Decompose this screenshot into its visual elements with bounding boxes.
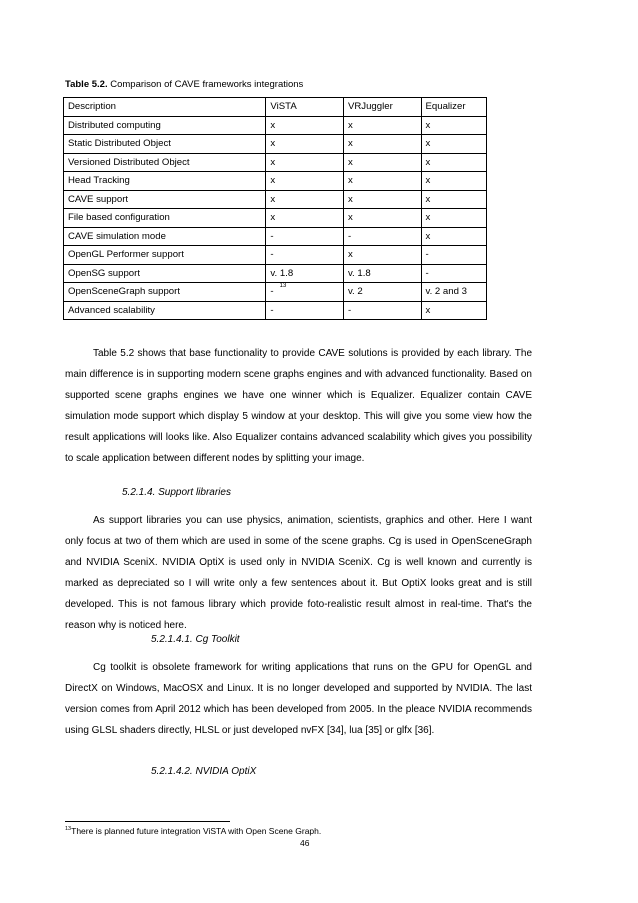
table-row: [64, 172, 487, 191]
table-cell: x: [343, 135, 421, 154]
table-cell: -: [266, 246, 344, 265]
table-row: [64, 301, 487, 320]
table-row: [64, 153, 487, 172]
table-header-cell: VRJuggler: [343, 98, 421, 117]
table-row: [64, 264, 487, 283]
paragraph-text: Table 5.2 shows that base functionality to provide CAVE solutions is provided by each library. The main difference is in supporting modern scene graphs engines and with advanced functionality. Based on supported scene graphs engines we have one winner which is Equalizer. Equalizer contain CAVE simulation mode support which display 5 window at your desktop. This will give you some view how the result applications will looks like. Also Equalizer contains advanced scalability which gives you possibility to scale application between different nodes by splitting your image.: [65, 348, 532, 464]
table-cell: Static Distributed Object: [64, 135, 266, 154]
table-cell: x: [343, 116, 421, 135]
table-row: [64, 283, 487, 302]
table-cell: x: [343, 209, 421, 228]
paragraph-text: As support libraries you can use physics, animation, scientists, graphics and other. Here I want only focus at two of them which are used in some of the scene graphs. Cg is used in OpenSceneGraph and NVIDIA SceniX. NVIDIA OptiX is used only in NVIDIA SceniX. Cg is well known and currently is marked as depreciated so I will write only a few sentences about it. But OptiX looks great and is still developed. This is not famous library which provide foto-realistic result almost in real-time. That's the reason why is noticed here.: [65, 515, 532, 631]
table-cell: x: [266, 172, 344, 191]
table-caption-text: Comparison of CAVE frameworks integrations: [107, 79, 304, 90]
table-cell: -: [343, 301, 421, 320]
paragraph-table-discussion: [65, 344, 532, 469]
table-cell: Distributed computing: [64, 116, 266, 135]
table-cell: OpenGL Performer support: [64, 246, 266, 265]
table-row: [64, 116, 487, 135]
table-cell: CAVE simulation mode: [64, 227, 266, 246]
table-cell: x: [421, 135, 486, 154]
footnote-divider: [65, 821, 230, 822]
section-heading-nvidia-optix: 5.2.1.4.2. NVIDIA OptiX: [151, 766, 257, 777]
table-header-cell: Description: [64, 98, 266, 117]
table-caption: [65, 79, 303, 90]
table-cell: OpenSceneGraph support: [64, 283, 266, 302]
table-cell: x: [266, 190, 344, 209]
table-row: [64, 227, 487, 246]
table-cell: v. 2 and 3: [421, 283, 486, 302]
table-cell: CAVE support: [64, 190, 266, 209]
paragraph-text: Cg toolkit is obsolete framework for writing applications that runs on the GPU for OpenGL and DirectX on Windows, MacOSX and Linux. It is no longer developed and supported by NVIDIA. The last version comes from April 2012 which has been developed from 2005. In the pleace NVIDIA recommends using GLSL shaders directly, HLSL or just developed nvFX [34], lua [35] or glfx [36].: [65, 662, 532, 736]
table-row: [64, 246, 487, 265]
table-cell-text: -: [270, 286, 274, 298]
comparison-table: [63, 97, 487, 320]
footnote-number: 13: [65, 826, 72, 833]
footnote: [65, 826, 321, 836]
table-cell: x: [421, 153, 486, 172]
table-cell: x: [343, 153, 421, 172]
table-cell: x: [343, 246, 421, 265]
table-cell: x: [421, 116, 486, 135]
table-cell: -: [421, 264, 486, 283]
paragraph-support-libraries: [65, 511, 532, 636]
table-row: [64, 209, 487, 228]
table-cell: -: [266, 227, 344, 246]
section-heading-support-libraries: 5.2.1.4. Support libraries: [122, 487, 231, 498]
table-cell: x: [266, 135, 344, 154]
table-cell: Versioned Distributed Object: [64, 153, 266, 172]
table-header-row: [64, 98, 487, 117]
table-cell: x: [266, 209, 344, 228]
table-cell: x: [421, 301, 486, 320]
table-cell: File based configuration: [64, 209, 266, 228]
table-cell: x: [343, 190, 421, 209]
page-number: 46: [300, 838, 310, 848]
table-cell: x: [421, 209, 486, 228]
table-cell: -: [343, 227, 421, 246]
table-row: [64, 190, 487, 209]
paragraph-cg-toolkit: [65, 658, 532, 742]
table-cell: Head Tracking: [64, 172, 266, 191]
comparison-table-body: [64, 98, 487, 320]
table-cell: Advanced scalability: [64, 301, 266, 320]
table-header-cell: Equalizer: [421, 98, 486, 117]
table-cell: -: [421, 246, 486, 265]
table-cell: v. 2: [343, 283, 421, 302]
table-cell: OpenSG support: [64, 264, 266, 283]
table-header-cell: ViSTA: [266, 98, 344, 117]
table-cell: -: [266, 301, 344, 320]
table-cell: [266, 283, 344, 302]
footnote-text: There is planned future integration ViSTA with Open Scene Graph.: [71, 826, 322, 836]
table-caption-label: Table 5.2.: [65, 79, 108, 90]
table-row: [64, 135, 487, 154]
footnote-reference: 13: [279, 283, 287, 290]
table-cell: x: [421, 227, 486, 246]
section-heading-cg-toolkit: 5.2.1.4.1. Cg Toolkit: [151, 634, 240, 645]
table-cell: x: [421, 190, 486, 209]
table-cell: x: [421, 172, 486, 191]
table-cell: v. 1.8: [266, 264, 344, 283]
table-cell: v. 1.8: [343, 264, 421, 283]
table-cell: x: [343, 172, 421, 191]
table-cell: x: [266, 116, 344, 135]
table-cell: x: [266, 153, 344, 172]
